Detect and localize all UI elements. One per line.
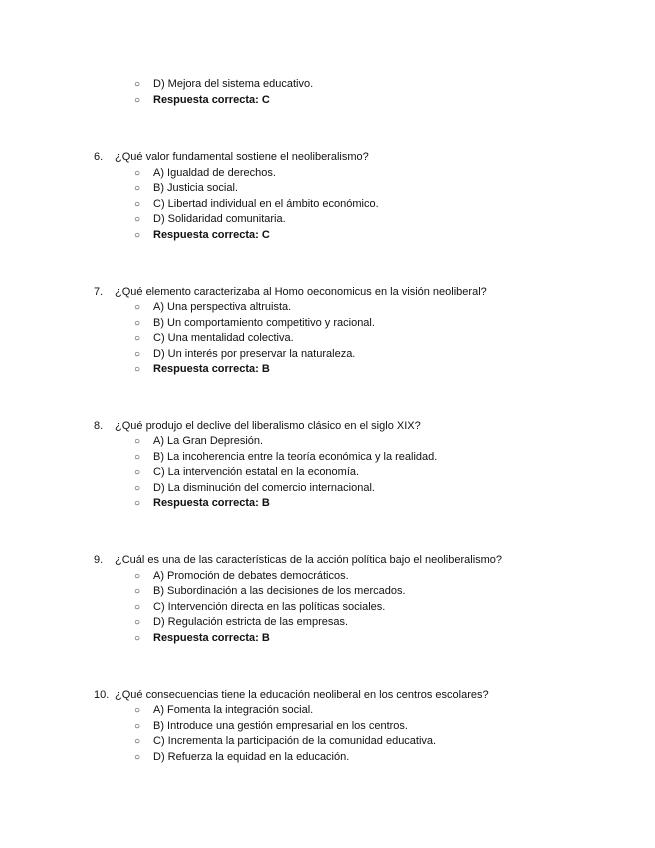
bullet-icon: ○ (134, 617, 141, 628)
list-item (134, 347, 355, 362)
bullet-icon: ○ (134, 752, 141, 763)
list-item (134, 166, 276, 181)
bullet-icon: ○ (134, 168, 141, 179)
question-number: 8. (94, 420, 104, 432)
bullet-icon: ○ (134, 467, 141, 478)
answer-text: Respuesta correcta: C (153, 94, 270, 106)
list-item (134, 362, 270, 377)
bullet-icon: ○ (134, 483, 141, 494)
bullet-icon: ○ (134, 436, 141, 447)
bullet-icon: ○ (134, 452, 141, 463)
option-text: B) Justicia social. (153, 182, 238, 194)
list-item (134, 93, 270, 108)
bullet-icon: ○ (134, 498, 141, 509)
question-10 (94, 688, 489, 702)
list-item (134, 584, 406, 599)
bullet-icon: ○ (134, 95, 141, 106)
list-item (134, 450, 437, 465)
bullet-icon: ○ (134, 736, 141, 747)
list-item (134, 197, 379, 212)
option-text: B) La incoherencia entre la teoría económica y la realidad. (153, 451, 438, 463)
bullet-icon: ○ (134, 349, 141, 360)
list-item (134, 331, 294, 346)
option-text: A) Una perspectiva altruista. (153, 301, 292, 313)
question-number: 6. (94, 151, 104, 163)
option-text: D) La disminución del comercio internacional. (153, 482, 375, 494)
option-text: A) La Gran Depresión. (153, 435, 264, 447)
question-text: ¿Qué consecuencias tiene la educación neoliberal en los centros escolares? (115, 689, 489, 701)
list-item (134, 434, 263, 449)
question-text: ¿Qué produjo el declive del liberalismo clásico en el siglo XIX? (115, 420, 421, 432)
list-item (134, 496, 270, 511)
option-text: C) Una mentalidad colectiva. (153, 332, 294, 344)
answer-text: Respuesta correcta: C (153, 229, 270, 241)
option-text: D) Refuerza la equidad en la educación. (153, 751, 350, 763)
bullet-icon: ○ (134, 571, 141, 582)
option-text: D) Un interés por preservar la naturaleza. (153, 348, 356, 360)
bullet-icon: ○ (134, 183, 141, 194)
list-item (134, 181, 238, 196)
list-item (134, 631, 270, 646)
list-item (134, 300, 291, 315)
bullet-icon: ○ (134, 364, 141, 375)
option-text: D) Mejora del sistema educativo. (153, 78, 314, 90)
list-item (134, 719, 408, 734)
question-7 (94, 285, 487, 299)
option-text: A) Fomenta la integración social. (153, 704, 314, 716)
question-9 (94, 553, 502, 567)
option-text: B) Introduce una gestión empresarial en los centros. (153, 720, 408, 732)
option-text: B) Un comportamiento competitivo y racional. (153, 317, 375, 329)
bullet-icon: ○ (134, 318, 141, 329)
list-item (134, 465, 359, 480)
option-text: C) La intervención estatal en la economía. (153, 466, 360, 478)
list-item (134, 569, 349, 584)
answer-text: Respuesta correcta: B (153, 632, 270, 644)
bullet-icon: ○ (134, 333, 141, 344)
question-number: 7. (94, 286, 104, 298)
bullet-icon: ○ (134, 721, 141, 732)
question-6 (94, 150, 369, 164)
question-8 (94, 419, 421, 433)
list-item (134, 615, 348, 630)
question-text: ¿Qué valor fundamental sostiene el neoliberalismo? (115, 151, 369, 163)
option-text: C) Libertad individual en el ámbito económico. (153, 198, 379, 210)
bullet-icon: ○ (134, 199, 141, 210)
list-item (134, 316, 375, 331)
list-item (134, 734, 436, 749)
question-number: 9. (94, 554, 104, 566)
option-text: D) Solidaridad comunitaria. (153, 213, 286, 225)
question-text: ¿Cuál es una de las características de la acción política bajo el neoliberalismo? (115, 554, 503, 566)
bullet-icon: ○ (134, 705, 141, 716)
list-item (134, 750, 349, 765)
bullet-icon: ○ (134, 79, 141, 90)
list-item (134, 481, 375, 496)
list-item (134, 703, 313, 718)
bullet-icon: ○ (134, 586, 141, 597)
bullet-icon: ○ (134, 230, 141, 241)
option-text: A) Igualdad de derechos. (153, 167, 276, 179)
list-item (134, 600, 385, 615)
option-text: C) Intervención directa en las políticas sociales. (153, 601, 386, 613)
question-text: ¿Qué elemento caracterizaba al Homo oeconomicus en la visión neoliberal? (115, 286, 487, 298)
list-item (134, 77, 313, 92)
bullet-icon: ○ (134, 602, 141, 613)
answer-text: Respuesta correcta: B (153, 363, 270, 375)
bullet-icon: ○ (134, 214, 141, 225)
bullet-icon: ○ (134, 302, 141, 313)
option-text: D) Regulación estricta de las empresas. (153, 616, 349, 628)
bullet-icon: ○ (134, 633, 141, 644)
option-text: B) Subordinación a las decisiones de los mercados. (153, 585, 406, 597)
question-number: 10. (94, 689, 110, 701)
list-item (134, 228, 270, 243)
list-item (134, 212, 286, 227)
option-text: A) Promoción de debates democráticos. (153, 570, 349, 582)
option-text: C) Incrementa la participación de la comunidad educativa. (153, 735, 437, 747)
answer-text: Respuesta correcta: B (153, 497, 270, 509)
